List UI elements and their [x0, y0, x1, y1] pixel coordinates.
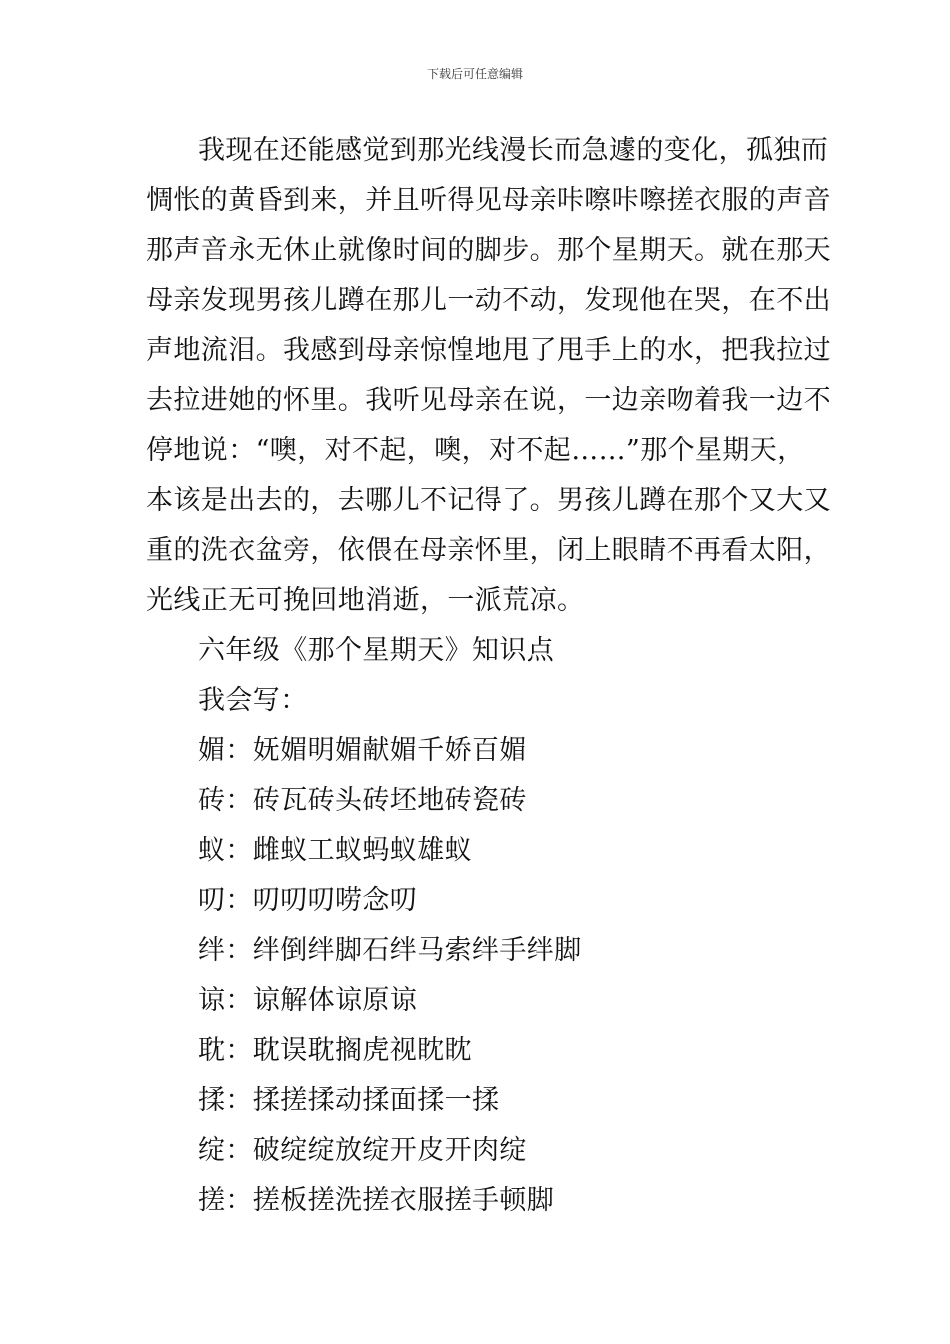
vocab-item: 绽：破绽绽放绽开皮开肉绽 — [198, 1135, 527, 1166]
vocab-item: 媚：妩媚明媚献媚千娇百媚 — [198, 735, 527, 766]
vocab-list — [146, 726, 806, 1226]
vocab-item: 绊：绊倒绊脚石绊马索绊手绊脚 — [198, 935, 582, 966]
paragraph-line: 重的洗衣盆旁，依偎在母亲怀里，闭上眼睛不再看太阳， — [146, 535, 831, 566]
paragraph-line: 惆怅的黄昏到来，并且听得见母亲咔嚓咔嚓搓衣服的声音 — [146, 185, 831, 216]
paragraph-line: 母亲发现男孩儿蹲在那儿一动不动，发现他在哭，在不出 — [146, 285, 831, 316]
paragraph-line: 去拉进她的怀里。我听见母亲在说，一边亲吻着我一边不 — [146, 385, 831, 416]
paragraph-line: 停地说：“噢，对不起，噢，对不起……”那个星期天， — [146, 435, 805, 466]
paragraph-line: 那声音永无休止就像时间的脚步。那个星期天。就在那天 — [146, 235, 831, 266]
vocab-item: 谅：谅解体谅原谅 — [198, 985, 418, 1016]
vocab-item: 揉：揉搓揉动揉面揉一揉 — [198, 1085, 500, 1116]
paragraph-line: 声地流泪。我感到母亲惊惶地甩了甩手上的水，把我拉过 — [146, 335, 831, 366]
vocab-item: 耽：耽误耽搁虎视眈眈 — [198, 1035, 472, 1066]
story-paragraph — [146, 126, 831, 626]
subsection-title: 我会写： — [198, 685, 308, 716]
vocab-item: 搓：搓板搓洗搓衣服搓手顿脚 — [198, 1185, 555, 1216]
paragraph-line: 光线正无可挽回地消逝，一派荒凉。 — [146, 585, 585, 616]
document-body — [146, 126, 831, 1226]
vocab-item: 叨：叨叨叨唠念叨 — [198, 885, 418, 916]
vocab-item: 砖：砖瓦砖头砖坯地砖瓷砖 — [198, 785, 527, 816]
paragraph-line: 我现在还能感觉到那光线漫长而急遽的变化，孤独而 — [198, 135, 829, 166]
vocab-item: 蚁：雌蚁工蚁蚂蚁雄蚁 — [198, 835, 472, 866]
page-header: 下载后可任意编辑 — [426, 67, 523, 81]
section-title: 六年级《那个星期天》知识点 — [198, 635, 555, 666]
paragraph-line: 本该是出去的，去哪儿不记得了。男孩儿蹲在那个又大又 — [146, 485, 831, 516]
